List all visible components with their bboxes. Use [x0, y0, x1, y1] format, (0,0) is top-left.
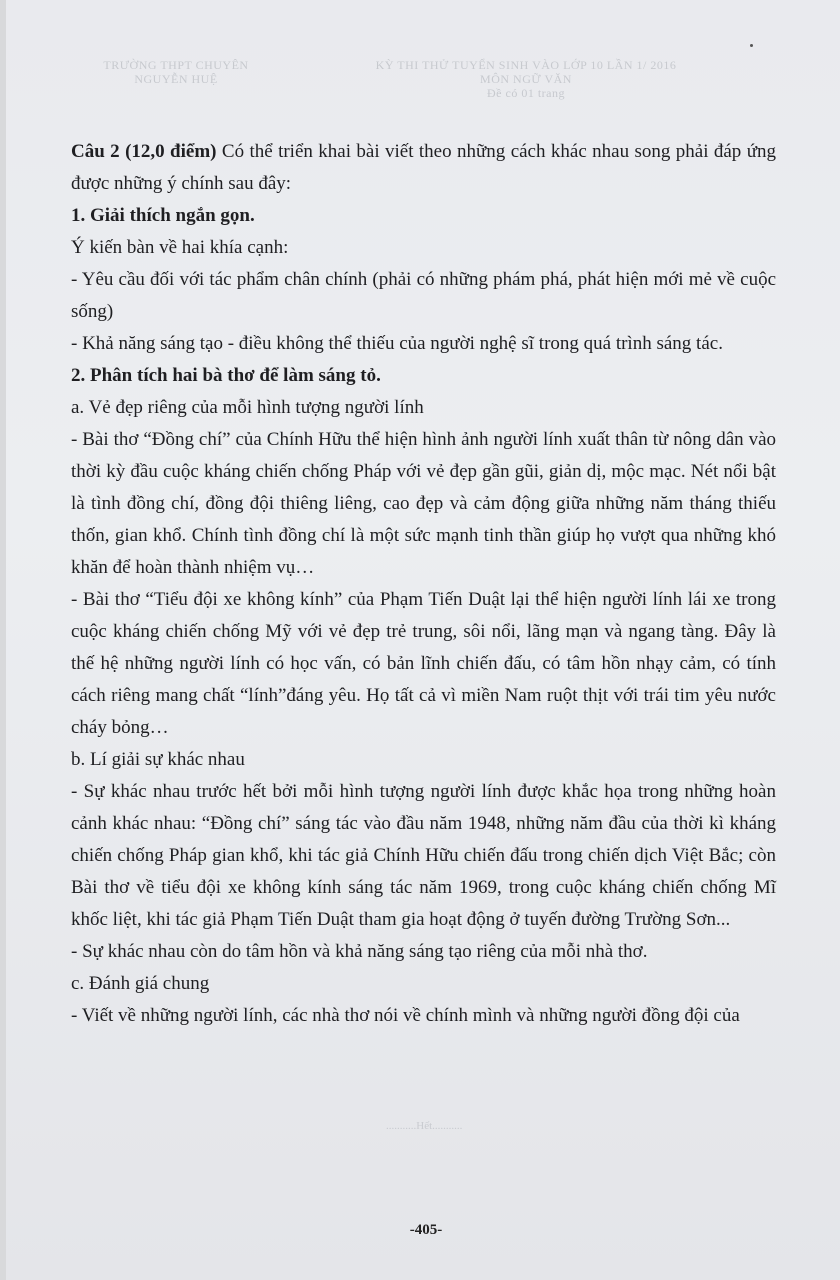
paragraph: 1. Giải thích ngắn gọn. — [71, 205, 255, 226]
faded-text: Đề có 01 trang — [487, 86, 565, 100]
question-text: Có thể triển khai bài viết theo những cách khác nhau song phải đáp ứng được những ý chính sau đây: — [71, 141, 776, 194]
paragraph: - Khả năng sáng tạo - điều không thể thiếu của người nghệ sĩ trong quá trình sáng tác. — [71, 333, 723, 354]
paragraph: - Bài thơ “Đồng chí” của Chính Hữu thể hiện hình ảnh người lính xuất thân từ nông dân vào thời kỳ đầu cuộc kháng chiến chống Pháp với vẻ đẹp gần gũi, giản dị, mộc mạc. Nét nổi bật là tình đồng chí, đồng đội thiêng liêng, cao đẹp và cảm động giữa những năm tháng thiếu thốn, gian khổ. Chính tình đồng chí là một sức mạnh tinh thần giúp họ vượt qua những khó khăn để hoàn thành nhiệm vụ… — [71, 429, 776, 578]
faded-separator: ...........Hết........... — [386, 1120, 463, 1132]
document-page — [6, 0, 840, 1280]
question-label: Câu 2 (12,0 điểm) — [71, 141, 217, 162]
paragraph: b. Lí giải sự khác nhau — [71, 749, 245, 770]
paragraph: - Bài thơ “Tiểu đội xe không kính” của Phạm Tiến Duật lại thể hiện người lính lái xe trong cuộc kháng chiến chống Mỹ với vẻ đẹp trẻ trung, sôi nổi, lãng mạn và ngang tàng. Đây là thế hệ những người lính có học vấn, có bản lĩnh chiến đấu, có tâm hồn nhạy cảm, có tính cách riêng mang chất “lính”đáng yêu. Họ tất cả vì miền Nam ruột thịt với trái tim yêu nước cháy bỏng… — [71, 589, 776, 738]
faded-text: KỲ THI THỬ TUYỂN SINH VÀO LỚP 10 LẦN 1/ 2016 — [375, 58, 677, 72]
paragraph: 2. Phân tích hai bà thơ để làm sáng tỏ. — [71, 365, 381, 386]
faded-text: NGUYỄN HUỆ — [134, 72, 218, 86]
faded-header-right — [336, 58, 716, 100]
ink-dot — [750, 44, 753, 47]
faded-text: MÔN NGỮ VĂN — [480, 72, 572, 86]
paragraph: Ý kiến bàn về hai khía cạnh: — [71, 237, 289, 258]
paragraph: c. Đánh giá chung — [71, 973, 210, 994]
paragraph-list — [71, 200, 776, 1032]
page-number: -405- — [409, 1222, 443, 1238]
paragraph: - Sự khác nhau trước hết bởi mỗi hình tượng người lính được khắc họa trong những hoàn cảnh khác nhau: “Đồng chí” sáng tác vào đầu năm 1948, những năm đầu của thời kì kháng chiến chống Pháp gian khổ, khi tác giả Chính Hữu chiến đấu trong chiến dịch Việt Bắc; còn Bài thơ về tiểu đội xe không kính sáng tác năm 1969, trong cuộc kháng chiến chống Mĩ khốc liệt, khi tác giả Phạm Tiến Duật tham gia hoạt động ở tuyến đường Trường Sơn... — [71, 781, 776, 930]
paragraph: - Yêu cầu đối với tác phẩm chân chính (phải có những phám phá, phát hiện mới mẻ về cuộc sống) — [71, 269, 776, 322]
faded-header-left — [76, 58, 276, 86]
answer-content — [71, 136, 776, 1032]
paragraph: - Viết về những người lính, các nhà thơ nói về chính mình và những người đồng đội của — [71, 1005, 740, 1026]
paragraph: - Sự khác nhau còn do tâm hồn và khả năng sáng tạo riêng của mỗi nhà thơ. — [71, 941, 648, 962]
paragraph: a. Vẻ đẹp riêng của mỗi hình tượng người lính — [71, 397, 424, 418]
faded-text: TRƯỜNG THPT CHUYÊN — [103, 58, 249, 72]
question-heading — [71, 136, 776, 200]
